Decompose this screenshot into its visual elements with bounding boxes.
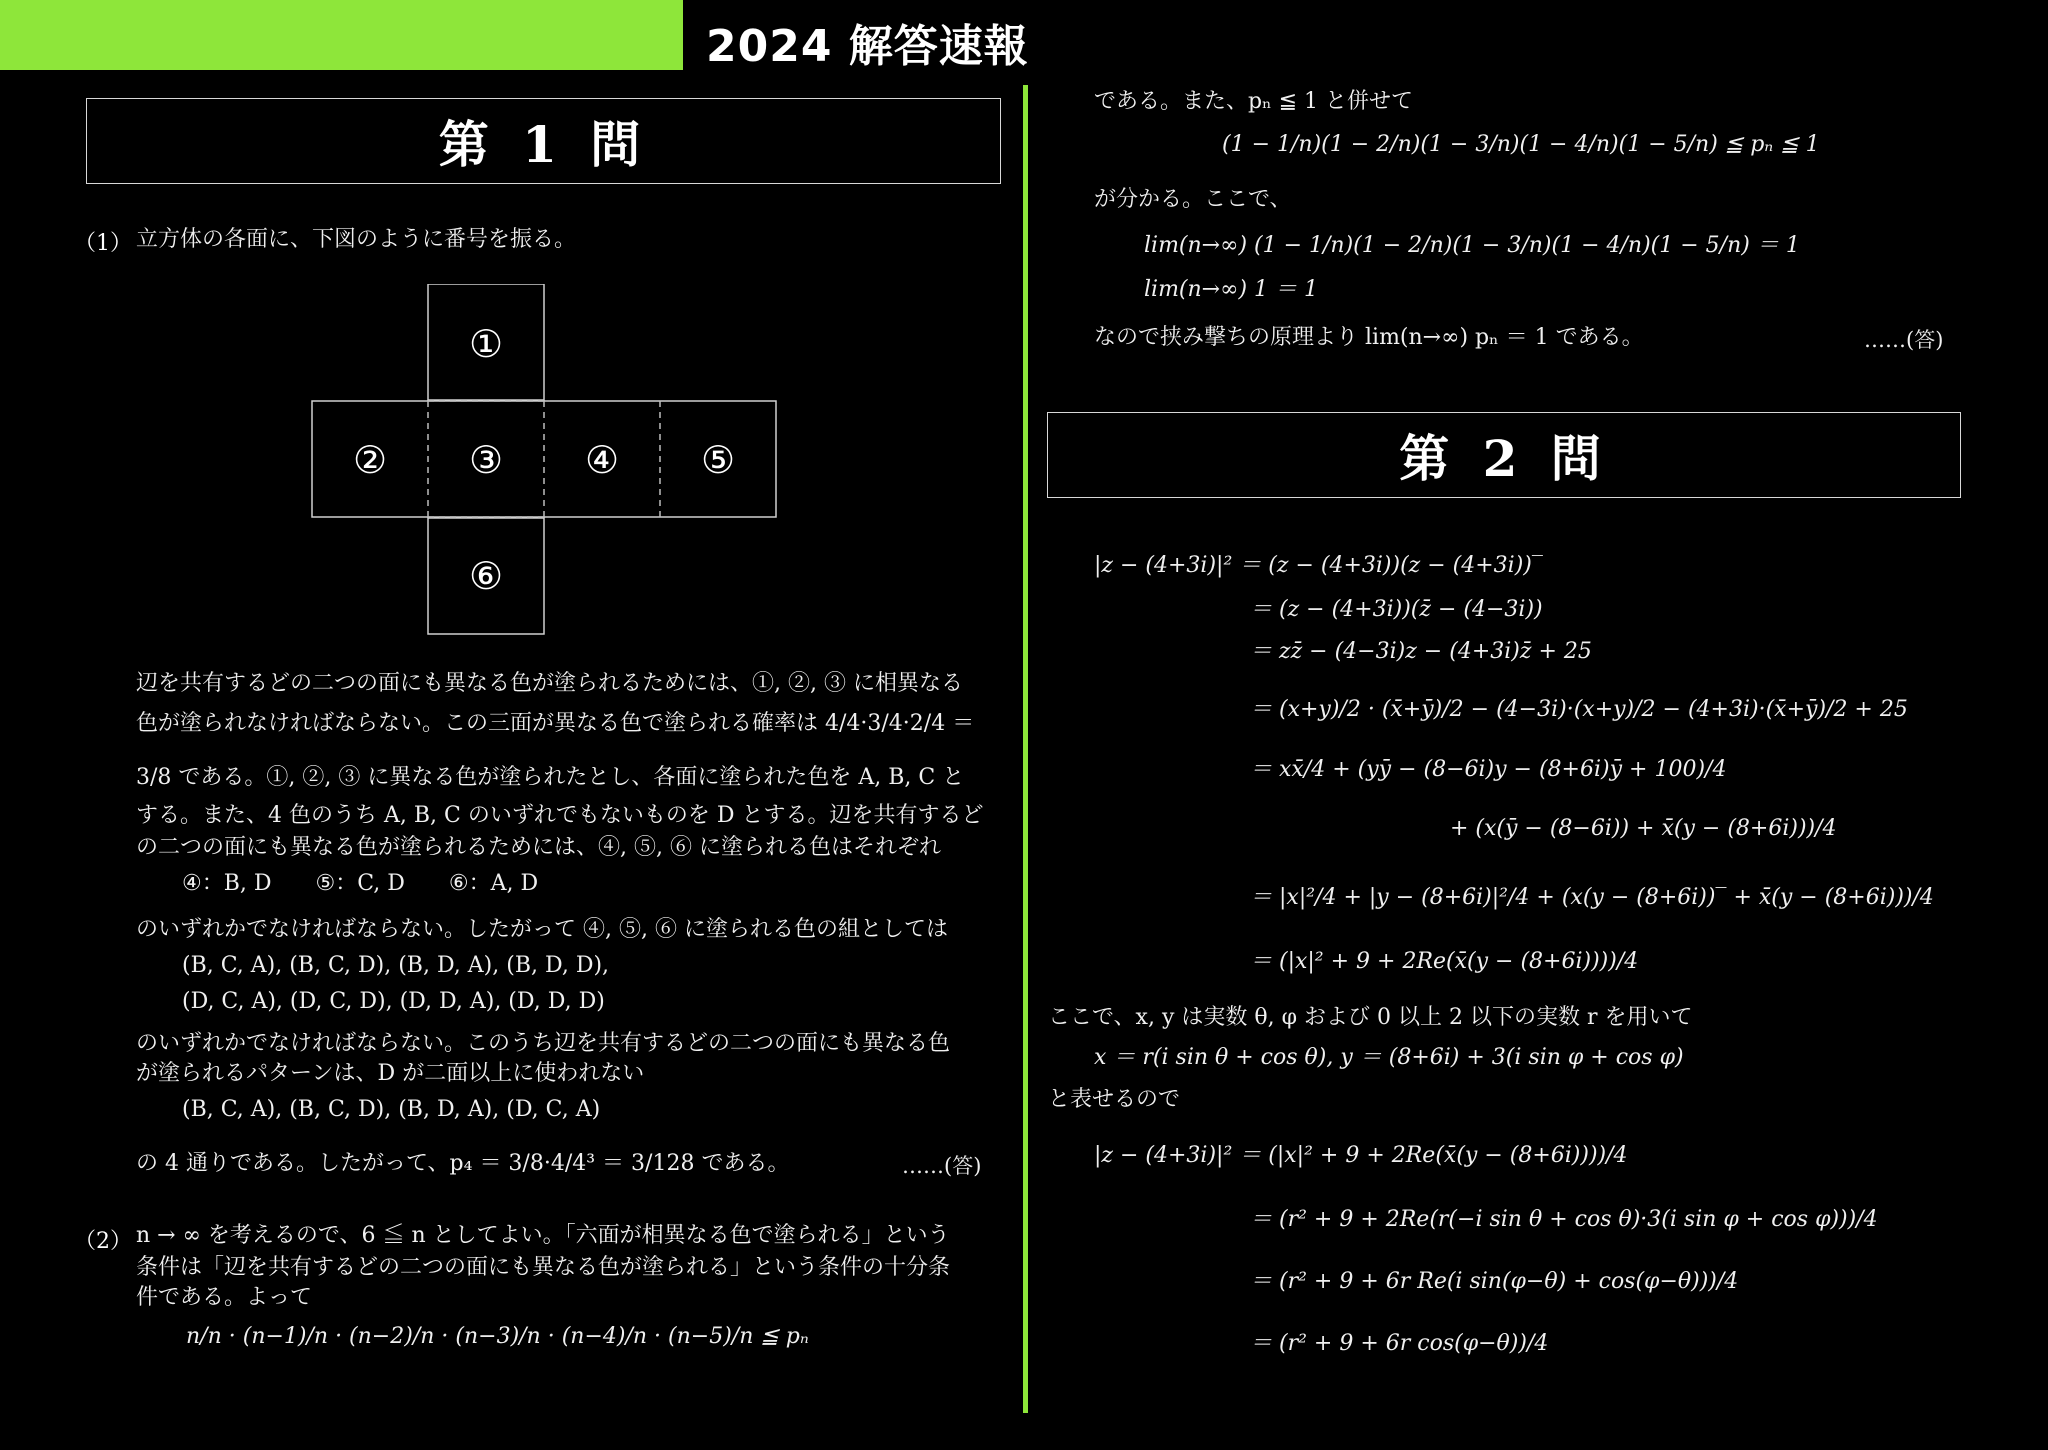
p1-line2: 色が塗られなければならない。この三面が異なる色で塗られる確率は 4/4·3/4·2/4 ＝: [136, 711, 975, 736]
column-divider: [1023, 85, 1028, 1413]
part2-line2: 条件は「辺を共有するどの二つの面にも異なる色が塗られる」という条件の十分条: [136, 1255, 951, 1280]
eq-line-3: ＝ zz̄ − (4−3i)z − (4+3i)z̄ + 25: [1250, 639, 1592, 664]
part1-label: （1）: [74, 231, 132, 256]
eq2-line-1: |z − (4+3i)|² ＝ (|x|² + 9 + 2Re(x̄(y − (8+6i))))/4: [1094, 1143, 1628, 1168]
eq-line-2: ＝ (z − (4+3i))(z̄ − (4−3i)): [1250, 597, 1543, 622]
colors-line: ④：B, D ⑤：C, D ⑥：A, D: [182, 871, 539, 896]
part2-line3: 件である。よって: [136, 1285, 313, 1310]
face-2: ②: [352, 438, 388, 482]
text-substitute: と表せるので: [1048, 1087, 1181, 1112]
eq-line-1: |z − (4+3i)|² ＝ (z − (4+3i))(z − (4+3i))‾: [1094, 553, 1543, 578]
combos-line-1: (B, C, A), (B, C, D), (B, D, A), (B, D, D),: [182, 953, 610, 978]
header-accent-bar: [0, 0, 683, 70]
combos-line-3: (B, C, A), (B, C, D), (B, D, A), (D, C, A): [182, 1097, 601, 1122]
eq2-line-2: ＝ (r² + 9 + 2Re(r(−i sin θ + cos θ)·3(i sin φ + cos φ)))/4: [1250, 1207, 1878, 1232]
eq-line-4: ＝ (x+y)/2 · (x̄+ȳ)/2 − (4−3i)·(x+y)/2 − (4+3i)·(x̄+ȳ)/2 + 25: [1250, 697, 1908, 722]
eq-line-8: ＝ (|x|² + 9 + 2Re(x̄(y − (8+6i))))/4: [1250, 949, 1639, 974]
mondai-2-title: 第 2 問: [1047, 412, 1961, 498]
answer-mark-2: ……(答): [1864, 328, 1944, 352]
p2-line1: のいずれかでなければならない。したがって ④, ⑤, ⑥ に塗られる色の組としては: [136, 917, 948, 942]
param-equations: x ＝ r(i sin θ + cos θ), y ＝ (8+6i) + 3(i sin φ + cos φ): [1094, 1045, 1684, 1070]
cont-line1: である。また、pₙ ≦ 1 と併せて: [1094, 89, 1414, 114]
part2-inequality: n/n · (n−1)/n · (n−2)/n · (n−3)/n · (n−4)/n · (n−5)/n ≦ pₙ: [186, 1324, 809, 1349]
eq2-line-4: ＝ (r² + 9 + 6r cos(φ−θ))/4: [1250, 1331, 1549, 1356]
limit-1: lim(n→∞) (1 − 1/n)(1 − 2/n)(1 − 3/n)(1 − 4/n)(1 − 5/n) ＝ 1: [1144, 233, 1800, 258]
limit-2: lim(n→∞) 1 ＝ 1: [1144, 277, 1319, 302]
face-5: ⑤: [700, 438, 736, 482]
mondai-1-title: 第 1 問: [86, 98, 1001, 184]
face-3: ③: [468, 438, 504, 482]
combos-line-2: (D, C, A), (D, C, D), (D, D, A), (D, D, D): [182, 989, 605, 1014]
eq2-line-3: ＝ (r² + 9 + 6r Re(i sin(φ−θ) + cos(φ−θ)))/4: [1250, 1269, 1739, 1294]
cont-line3: なので挟み撃ちの原理より lim(n→∞) pₙ ＝ 1 である。: [1094, 325, 1644, 350]
part1-intro: 立方体の各面に、下図のように番号を振る。: [136, 227, 577, 252]
page-title: 2024 解答速報: [706, 21, 1029, 72]
p1-line5: の二つの面にも異なる色が塗られるためには、④, ⑤, ⑥ に塗られる色はそれぞれ: [136, 835, 941, 860]
p1-line1: 辺を共有するどの二つの面にも異なる色が塗られるためには、①, ②, ③ に相異なる: [136, 671, 963, 696]
face-4: ④: [584, 438, 620, 482]
part1-conclusion: の 4 通りである。したがって、p₄ ＝ 3/8·4/4³ ＝ 3/128 である。: [136, 1151, 790, 1176]
cont-line2: が分かる。ここで、: [1094, 187, 1292, 212]
eq-line-7: ＝ |x|²/4 + |y − (8+6i)|²/4 + (x(y − (8+6i))‾ + x̄(y − (8+6i)))/4: [1250, 885, 1934, 910]
p1-line4: する。また、4 色のうち A, B, C のいずれでもないものを D とする。辺を共有するど: [136, 803, 984, 828]
cont-inequality: (1 − 1/n)(1 − 2/n)(1 − 3/n)(1 − 4/n)(1 − 5/n) ≦ pₙ ≦ 1: [1222, 132, 1820, 157]
p1-line3: 3/8 である。①, ②, ③ に異なる色が塗られたとし、各面に塗られた色を A, B, C と: [136, 765, 965, 790]
face-6: ⑥: [468, 554, 504, 598]
face-1: ①: [468, 322, 504, 366]
answer-mark-1: ……(答): [902, 1154, 982, 1178]
part2-label: （2）: [74, 1229, 132, 1254]
eq-line-6: + (x(ȳ − (8−6i)) + x̄(y − (8+6i)))/4: [1450, 816, 1837, 841]
eq-line-5: ＝ xx̄/4 + (yȳ − (8−6i)y − (8+6i)ȳ + 100)/4: [1250, 757, 1727, 782]
text-param-intro: ここで、x, y は実数 θ, φ および 0 以上 2 以下の実数 r を用いて: [1048, 1005, 1693, 1030]
part2-line1: n → ∞ を考えるので、6 ≦ n としてよい。「六面が相異なる色で塗られる」という: [136, 1223, 950, 1248]
p3-line1: のいずれかでなければならない。このうち辺を共有するどの二つの面にも異なる色: [136, 1031, 951, 1056]
p3-line2: が塗られるパターンは、D が二面以上に使われない: [136, 1061, 645, 1086]
